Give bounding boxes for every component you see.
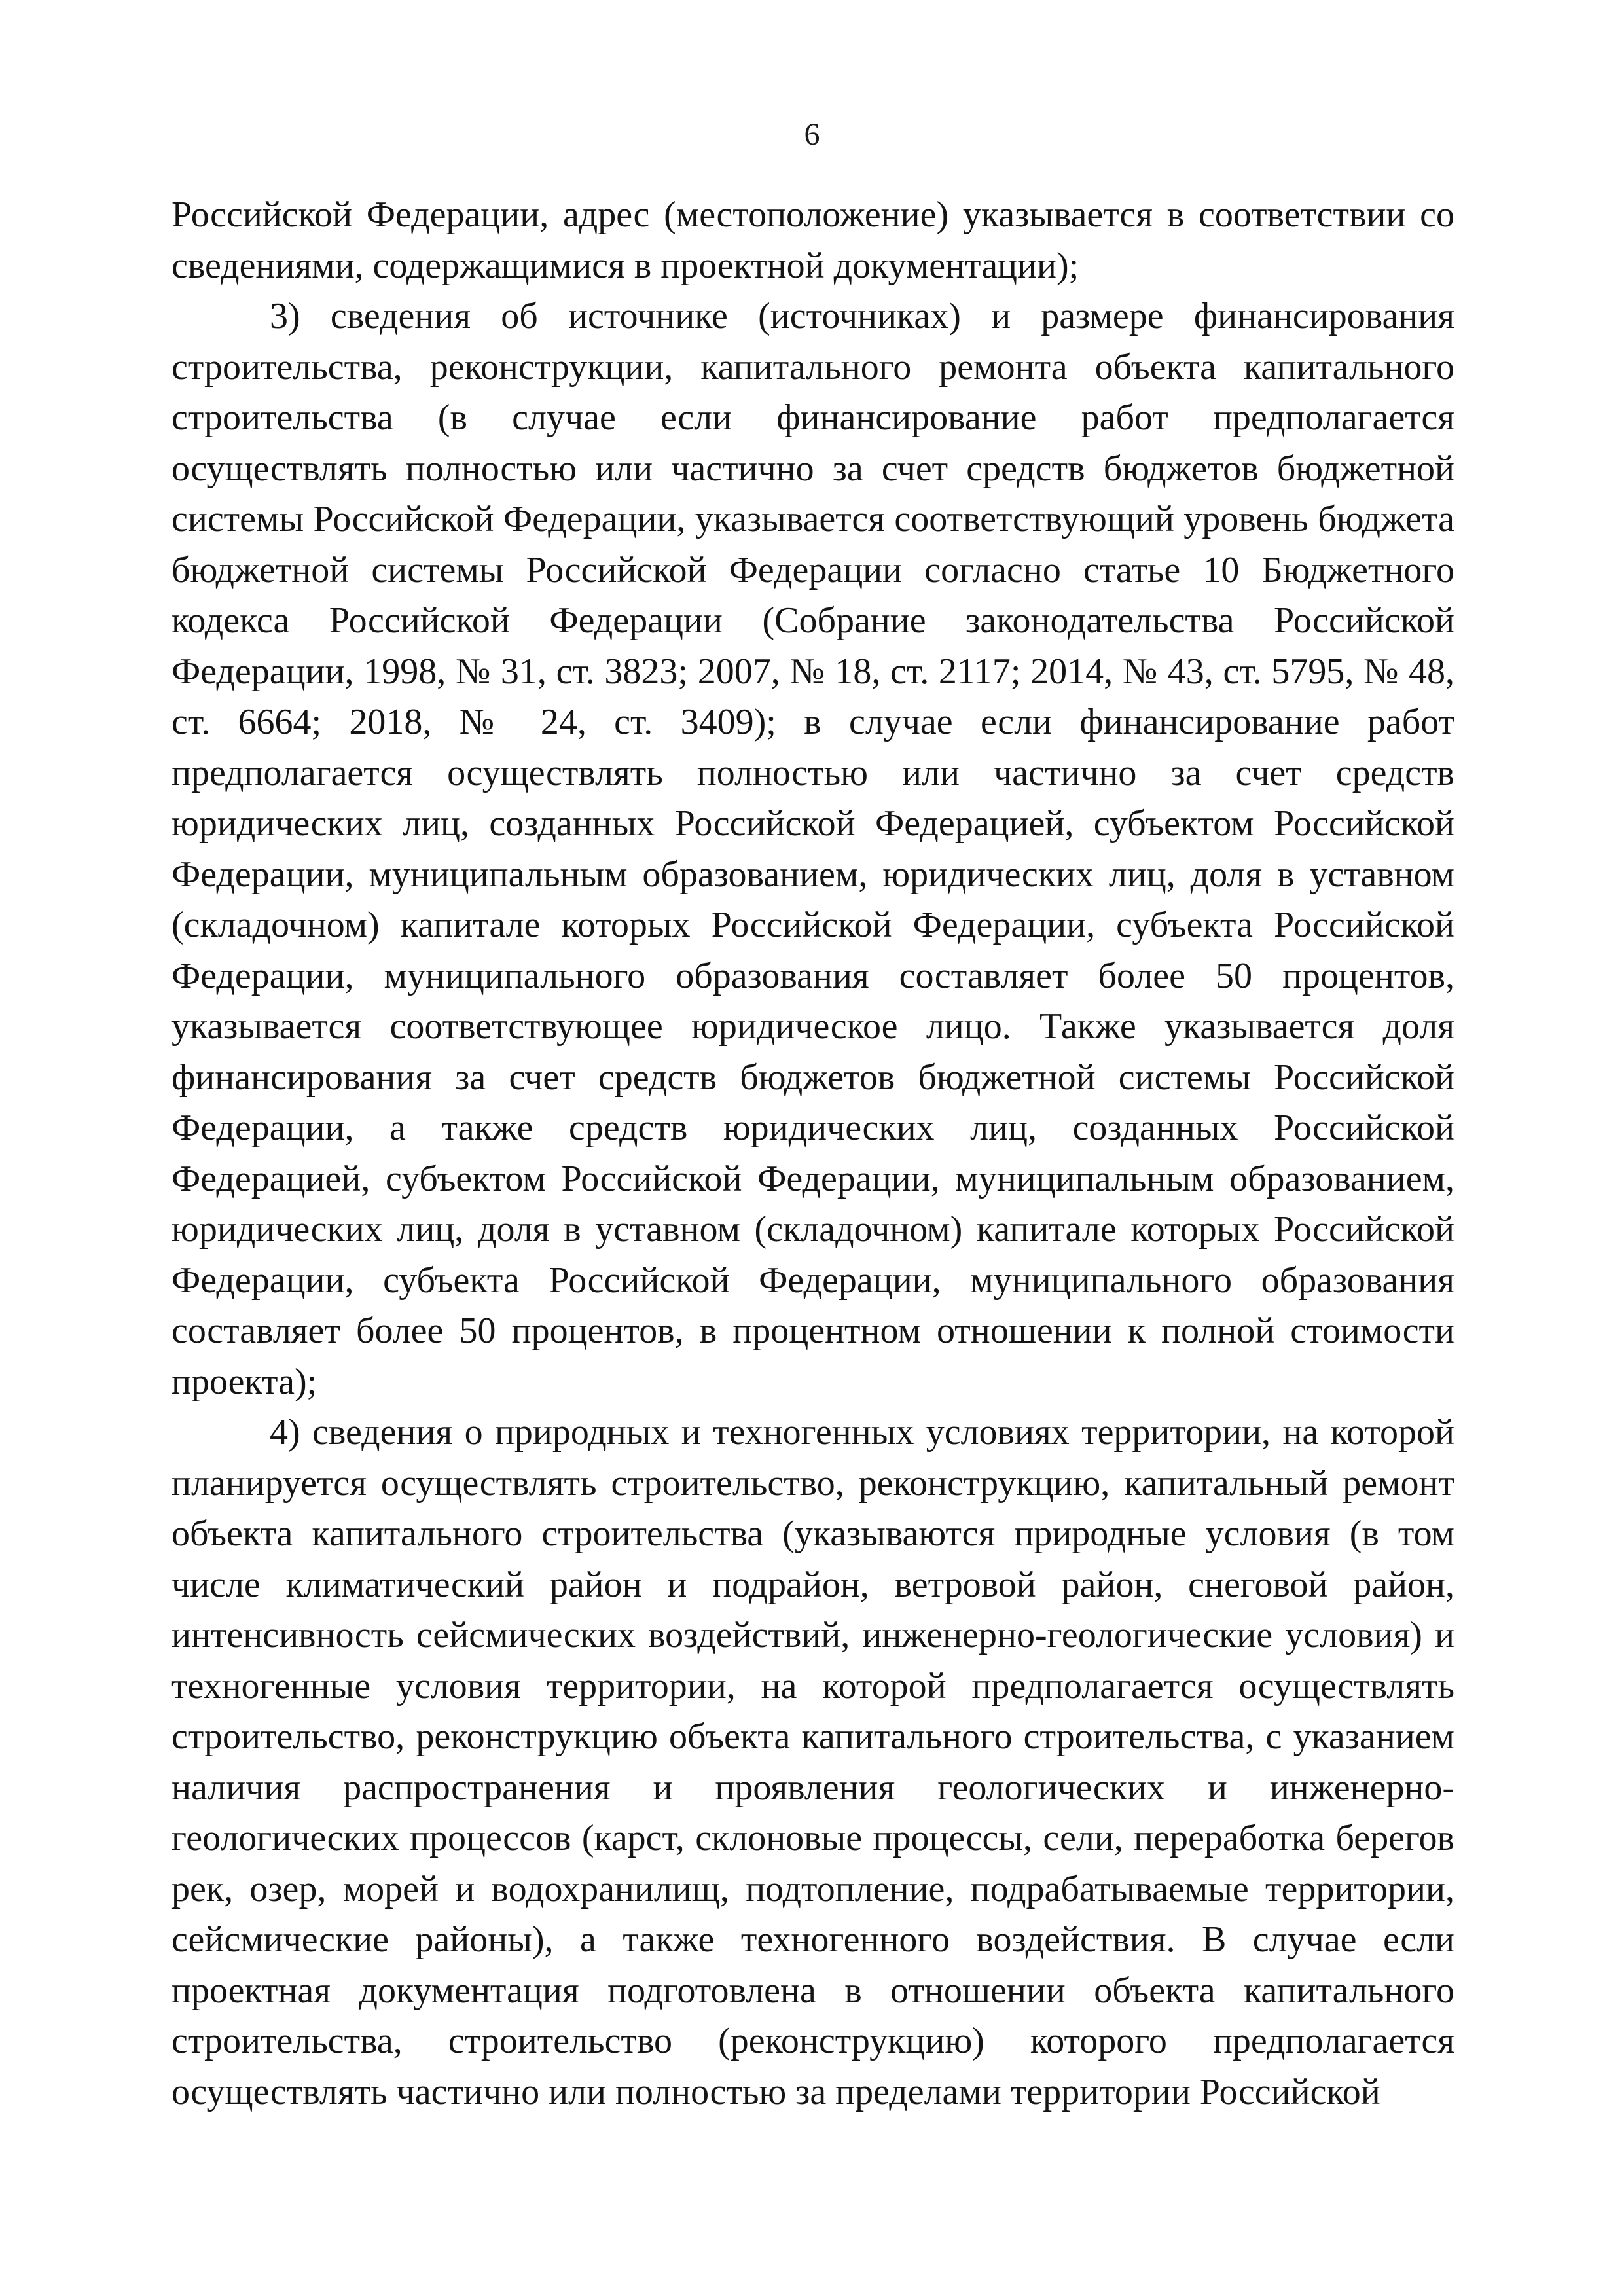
document-body [171,190,1454,2118]
paragraph-item-3: 3) сведения об источнике (источниках) и размере финансирования строительства, реконструкции, капитального ремонта объекта капитального строительства (в случае если финансирование работ предполагается осуществлять полностью или частично за счет средств бюджетов бюджетной системы Российской Федерации, указывается соответствующий уровень бюджета бюджетной системы Российской Федерации согласно статье 10 Бюджетного кодекса Российской Федерации (Собрание законодательства Российской Федерации, 1998, № 31, ст. 3823; 2007, № 18, ст. 2117; 2014, № 43, ст. 5795, № 48, ст. 6664; 2018, № 24, ст. 3409); в случае если финансирование работ предполагается осуществлять полностью или частично за счет средств юридических лиц, созданных Российской Федерацией, субъектом Российской Федерации, муниципальным образованием, юридических лиц, доля в уставном (складочном) капитале которых Российской Федерации, субъекта Российской Федерации, муниципального образования составляет более 50 процентов, указывается соответствующее юридическое лицо. Также указывается доля финансирования за счет средств бюджетов бюджетной системы Российской Федерации, а также средств юридических лиц, созданных Российской Федерацией, субъектом Российской Федерации, муниципальным образованием, юридических лиц, доля в уставном (складочном) капитале которых Российской Федерации, субъекта Российской Федерации, муниципального образования составляет более 50 процентов, в процентном отношении к полной стоимости проекта); [171,296,1454,1402]
paragraph-item-4: 4) сведения о природных и техногенных условиях территории, на которой планируется осуществлять строительство, реконструкцию, капитальный ремонт объекта капитального строительства (указываются природные условия (в том числе климатический район и подрайон, ветровой район, снеговой район, интенсивность сейсмических воздействий, инженерно-геологические условия) и техногенные условия территории, на которой предполагается осуществлять строительство, реконструкцию объекта капитального строительства, с указанием наличия распространения и проявления геологических и инженерно-геологических процессов (карст, склоновые процессы, сели, переработка берегов рек, озер, морей и водохранилищ, подтопление, подрабатываемые территории, сейсмические районы), а также техногенного воздействия. В случае если проектная документация подготовлена в отношении объекта капитального строительства, строительство (реконструкцию) которого предполагается осуществлять частично или полностью за пределами территории Российской [171,1412,1454,2112]
page-number: 6 [804,117,820,152]
paragraph-continuation: Российской Федерации, адрес (местоположение) указывается в соответствии со сведениями, содержащимися в проектной документации); [171,194,1454,286]
